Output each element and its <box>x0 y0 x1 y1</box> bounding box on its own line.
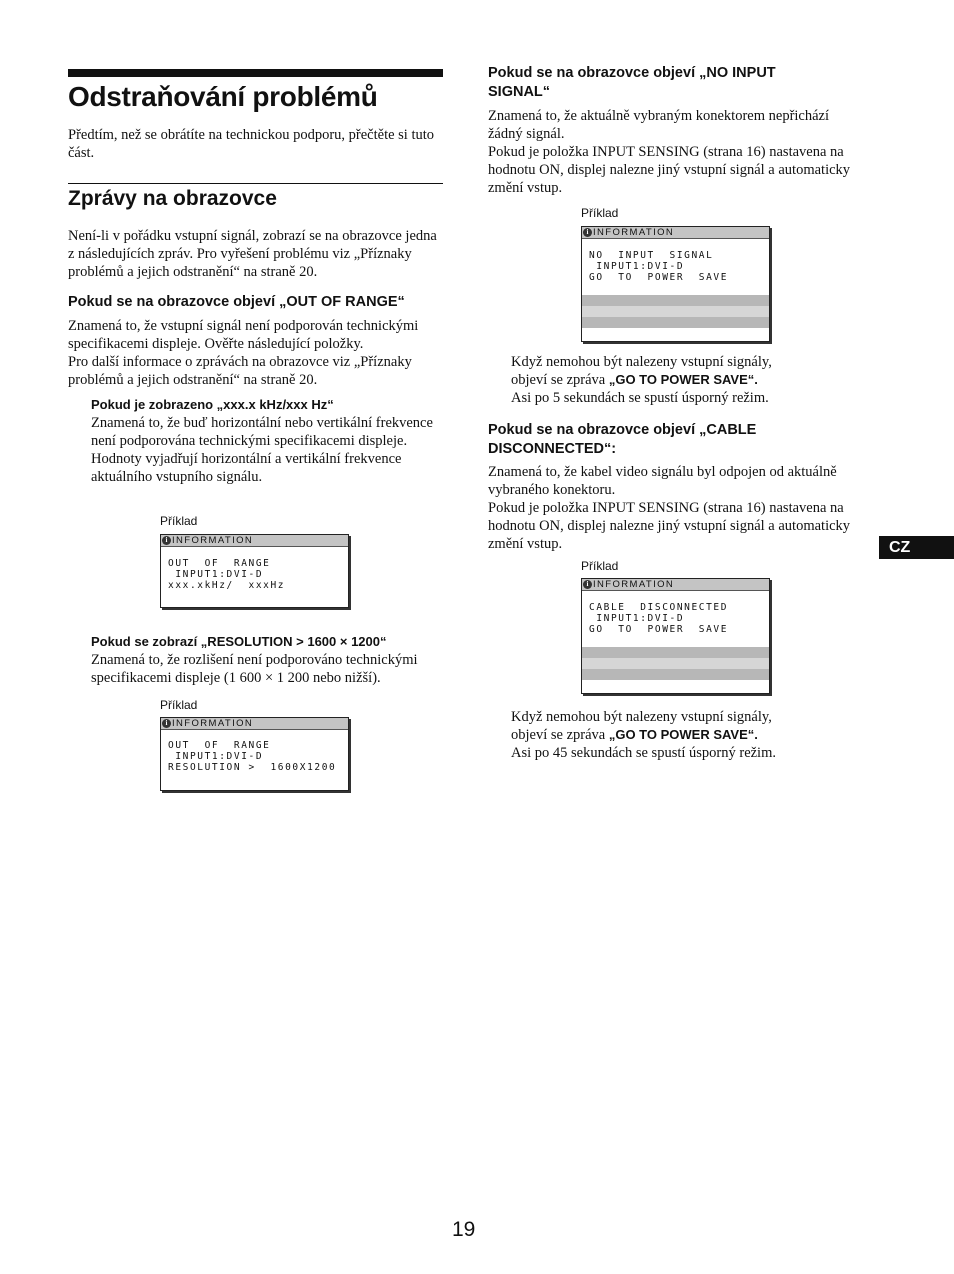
info-icon: i <box>162 719 171 728</box>
out-of-range-body: Znamená to, že vstupní signál není podporován technickými specifikacemi displeje. Ověřte následující položky. Pro další informace o zprávách na obrazovce viz „Příznaky problémů a jejich odstranění“ na straně 20. <box>68 318 419 388</box>
example-label: Příklad <box>160 698 198 712</box>
resolution-body: Znamená to, že rozlišení není podporováno technickými specifikacemi displeje (1 600 × 1 200 nebo nižší). <box>91 652 418 686</box>
no-input-note: Když nemohou být nalezeny vstupní signály, objeví se zpráva „GO TO POWER SAVE“. Asi po 5 sekundách se spustí úsporný režim. <box>511 354 772 406</box>
section-rule <box>68 183 443 184</box>
info-icon: i <box>162 536 171 545</box>
osd-out-of-range-resolution: i INFORMATION OUT OF RANGE INPUT1:DVI-D RESOLUTION > 1600X1200 <box>160 717 349 791</box>
info-icon: i <box>583 580 592 589</box>
info-icon: i <box>583 228 592 237</box>
osd-no-input-signal: i INFORMATION NO INPUT SIGNAL INPUT1:DVI-D GO TO POWER SAVE <box>581 226 770 342</box>
section-intro: Není-li v pořádku vstupní signál, zobrazí se na obrazovce jedna z následujících zpráv. Pro vyřešení problému viz „Příznaky problémů a jejich odstranění“ na straně 20. <box>68 228 437 280</box>
cable-body: Znamená to, že kabel video signálu byl odpojen od aktuálně vybraného konektoru. Pokud je položka INPUT SENSING (strana 16) nastavena na hodnotu ON, displej nalezne jiný vstupní signál a automaticky změní vstup. <box>488 464 851 552</box>
osd-cable-disconnected: i INFORMATION CABLE DISCONNECTED INPUT1:DVI-D GO TO POWER SAVE <box>581 578 770 694</box>
no-input-body: Znamená to, že aktuálně vybraným konektorem nepřichází žádný signál. Pokud je položka INPUT SENSING (strana 16) nastavena na hodnotu ON, displej nalezne jiný vstupní signál a automaticky změní vstup. <box>488 108 851 196</box>
example-label: Příklad <box>581 559 619 573</box>
cable-note: Když nemohou být nalezeny vstupní signály, objeví se zpráva „GO TO POWER SAVE“. Asi po 45 sekundách se spustí úsporný režim. <box>511 709 776 761</box>
cable-heading: Pokud se na obrazovce objeví „CABLE DISCONNECTED“: <box>488 422 757 457</box>
intro-text: Předtím, než se obrátíte na technickou podporu, přečtěte si tuto část. <box>68 127 435 161</box>
page-title: Odstraňování problémů <box>68 81 378 112</box>
page-number: 19 <box>452 1218 476 1241</box>
out-of-range-heading: Pokud se na obrazovce objeví „OUT OF RANGE“ <box>68 294 405 310</box>
example-label: Příklad <box>160 514 198 528</box>
language-tab: CZ <box>879 536 954 559</box>
no-input-heading: Pokud se na obrazovce objeví „NO INPUT SIGNAL“ <box>488 65 776 100</box>
example-label: Příklad <box>581 206 619 220</box>
khz-heading: Pokud je zobrazeno „xxx.x kHz/xxx Hz“ <box>91 397 334 412</box>
title-rule <box>68 69 443 77</box>
khz-body: Znamená to, že buď horizontální nebo vertikální frekvence není podporována technickými specifikacemi displeje. Hodnoty vyjadřují horizontální a vertikální frekvence aktuálního vstupního signálu. <box>91 415 433 485</box>
resolution-heading: Pokud se zobrazí „RESOLUTION > 1600 × 1200“ <box>91 634 387 649</box>
osd-out-of-range-khz: i INFORMATION OUT OF RANGE INPUT1:DVI-D xxx.xkHz/ xxxHz <box>160 534 349 608</box>
section-title: Zprávy na obrazovce <box>68 187 277 210</box>
